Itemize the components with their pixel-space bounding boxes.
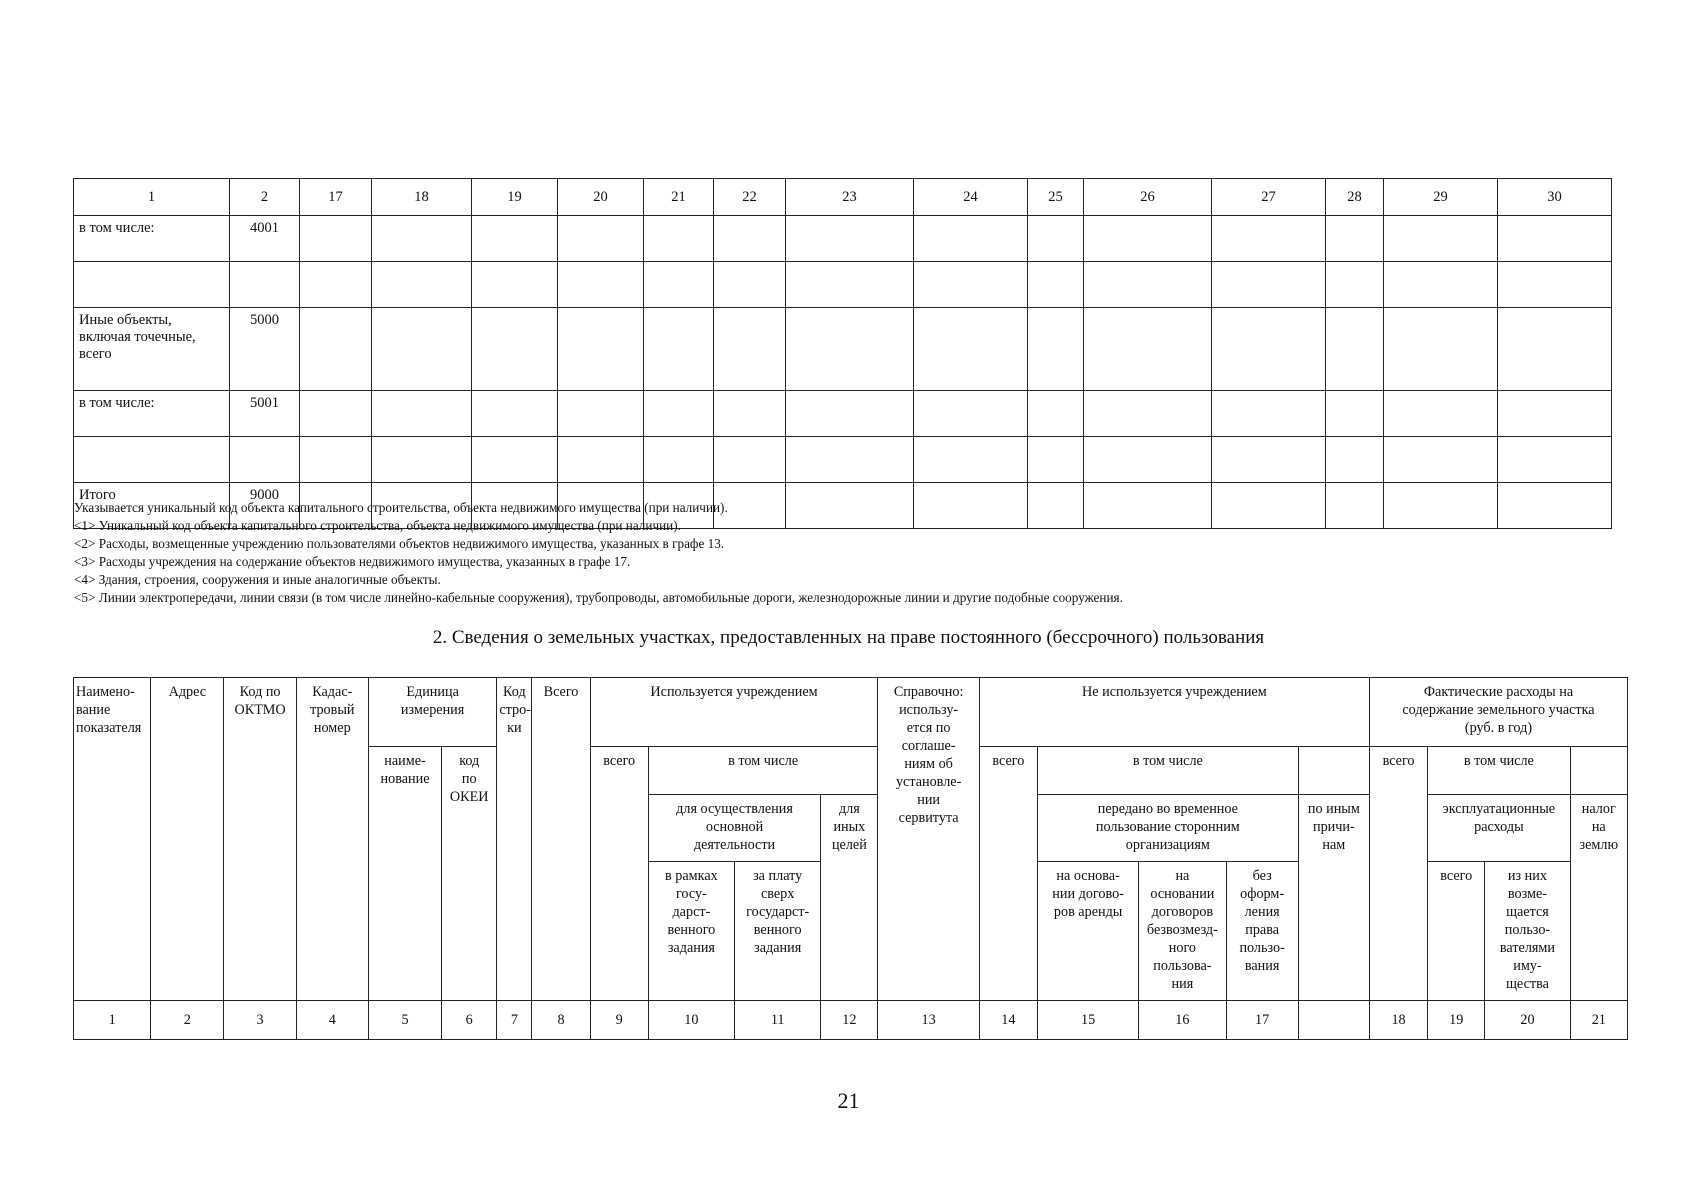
header-expenses-including: в том числе [1428, 747, 1570, 795]
header-land-tax: налог на землю [1570, 795, 1627, 1001]
footnote: <4> Здания, строения, сооружения и иные аналогичные объекты. [74, 572, 441, 587]
header-used-including: в том числе [648, 747, 878, 795]
header-cadastral-number: Кадас- тровый номер [296, 678, 368, 1001]
table1-header-row [74, 179, 1612, 216]
header-unit: Единица измерения [368, 678, 496, 747]
column-number: 13 [878, 1001, 979, 1040]
section-title: 2. Сведения о земельных участках, предоставленных на праве постоянного (бессрочного) пользования [432, 627, 1265, 648]
column-number: 1 [74, 179, 230, 216]
column-number: 20 [1485, 1001, 1570, 1040]
footnotes [74, 499, 1123, 607]
column-number: 2 [151, 1001, 224, 1040]
header-other-purposes: для иных целей [821, 795, 878, 1001]
column-number: 18 [372, 179, 472, 216]
column-number: 30 [1498, 179, 1612, 216]
header-reimbursed: из них возме- щается пользо- вателями иму- щества [1485, 862, 1570, 1001]
row-code: 5000 [230, 308, 300, 391]
row-code [230, 437, 300, 483]
column-number: 22 [714, 179, 786, 216]
column-number: 26 [1084, 179, 1212, 216]
land-plots-table [73, 677, 1628, 1040]
column-number: 8 [532, 1001, 590, 1040]
column-number: 1 [74, 1001, 151, 1040]
row-label: в том числе: [74, 216, 230, 262]
header-other-reasons: по иным причи- нам [1298, 795, 1369, 1001]
header-transferred: передано во временное пользование сторонним организациям [1037, 795, 1298, 862]
column-number: 17 [300, 179, 372, 216]
row-code: 4001 [230, 216, 300, 262]
property-table-continuation [73, 178, 1612, 529]
header-used-total: всего [590, 747, 648, 1001]
column-number: 3 [224, 1001, 296, 1040]
header-unused-total: всего [979, 747, 1037, 1001]
column-number: 9 [590, 1001, 648, 1040]
row-label: Иные объекты, включая точечные, всего [74, 308, 230, 391]
column-number: 24 [914, 179, 1028, 216]
table-row [74, 262, 1612, 308]
header-no-right: без оформ- ления права пользо- вания [1226, 862, 1298, 1001]
column-number: 18 [1369, 1001, 1427, 1040]
row-code: 5001 [230, 391, 300, 437]
header-actual-expenses: Фактические расходы на содержание земельного участка (руб. в год) [1369, 678, 1627, 747]
header-oktmo: Код по ОКТМО [224, 678, 296, 1001]
row-label [74, 262, 230, 308]
column-number: 23 [786, 179, 914, 216]
row-label: в том числе: [74, 391, 230, 437]
header-okei-code: код по ОКЕИ [442, 747, 497, 1001]
header-indicator-name: Наимено- вание показателя [74, 678, 151, 1001]
header-row-code: Код стро- ки [497, 678, 532, 1001]
column-number: 11 [735, 1001, 821, 1040]
row-label: Итого [74, 483, 230, 529]
footnote: <1> Уникальный код объекта капитального строительства, объекта недвижимого имущества (при наличии). [74, 518, 681, 533]
header-address: Адрес [151, 678, 224, 1001]
header-used-by-institution: Используется учреждением [590, 678, 878, 747]
row-code: 9000 [230, 483, 300, 529]
header-operating-expenses: эксплуатационные расходы [1428, 795, 1570, 862]
footnote: <3> Расходы учреждения на содержание объектов недвижимого имущества, указанных в графе 17. [74, 554, 631, 569]
column-number [1298, 1001, 1369, 1040]
column-number: 2 [230, 179, 300, 216]
column-number: 25 [1028, 179, 1084, 216]
column-number: 4 [296, 1001, 368, 1040]
footnote: Указывается уникальный код объекта капитального строительства, объекта недвижимого имущества (при наличии). [74, 500, 728, 515]
column-number: 17 [1226, 1001, 1298, 1040]
footnote: <2> Расходы, возмещенные учреждению пользователями объектов недвижимого имущества, указанных в графе 13. [74, 536, 725, 551]
header-expenses-total: всего [1369, 747, 1427, 1001]
column-number: 15 [1037, 1001, 1138, 1040]
page-number: 21 [837, 1088, 860, 1113]
column-number: 20 [558, 179, 644, 216]
column-number: 10 [648, 1001, 734, 1040]
header-unit-name: наиме- нование [368, 747, 441, 1001]
table-row [74, 391, 1612, 437]
column-number: 16 [1139, 1001, 1226, 1040]
column-number: 21 [644, 179, 714, 216]
column-number: 21 [1570, 1001, 1627, 1040]
column-number: 7 [497, 1001, 532, 1040]
header-lease: на основа- нии догово- ров аренды [1037, 862, 1138, 1001]
footnote: <5> Линии электропередачи, линии связи (в том числе линейно-кабельные сооружения), трубопроводы, автомобильные дороги, железнодорожные линии и другие подобные сооружения. [74, 590, 1123, 605]
header-free-use: на основании договоров безвозмезд- ного пользова- ния [1139, 862, 1226, 1001]
header-not-used: Не используется учреждением [979, 678, 1369, 747]
table-row [74, 216, 1612, 262]
column-number: 5 [368, 1001, 441, 1040]
column-number: 19 [472, 179, 558, 216]
column-number: 19 [1428, 1001, 1485, 1040]
header-paid-above-assignment: за плату сверх государст- венного задания [735, 862, 821, 1001]
column-number: 12 [821, 1001, 878, 1040]
column-number: 27 [1212, 179, 1326, 216]
column-number: 28 [1326, 179, 1384, 216]
column-numbers-row [74, 1001, 1628, 1040]
header-main-activity: для осуществления основной деятельности [648, 795, 821, 862]
table-row [74, 437, 1612, 483]
header-unused-including: в том числе [1037, 747, 1298, 795]
column-number: 14 [979, 1001, 1037, 1040]
header-servitude: Справочно: использу- ется по соглаше- ниям об установле- нии сервитута [878, 678, 979, 1001]
column-number: 29 [1384, 179, 1498, 216]
header-total: Всего [532, 678, 590, 1001]
row-code [230, 262, 300, 308]
header-state-assignment: в рамках госу- дарст- венного задания [648, 862, 734, 1001]
header-operating-total: всего [1428, 862, 1485, 1001]
row-label [74, 437, 230, 483]
column-number: 6 [442, 1001, 497, 1040]
table-row [74, 308, 1612, 391]
